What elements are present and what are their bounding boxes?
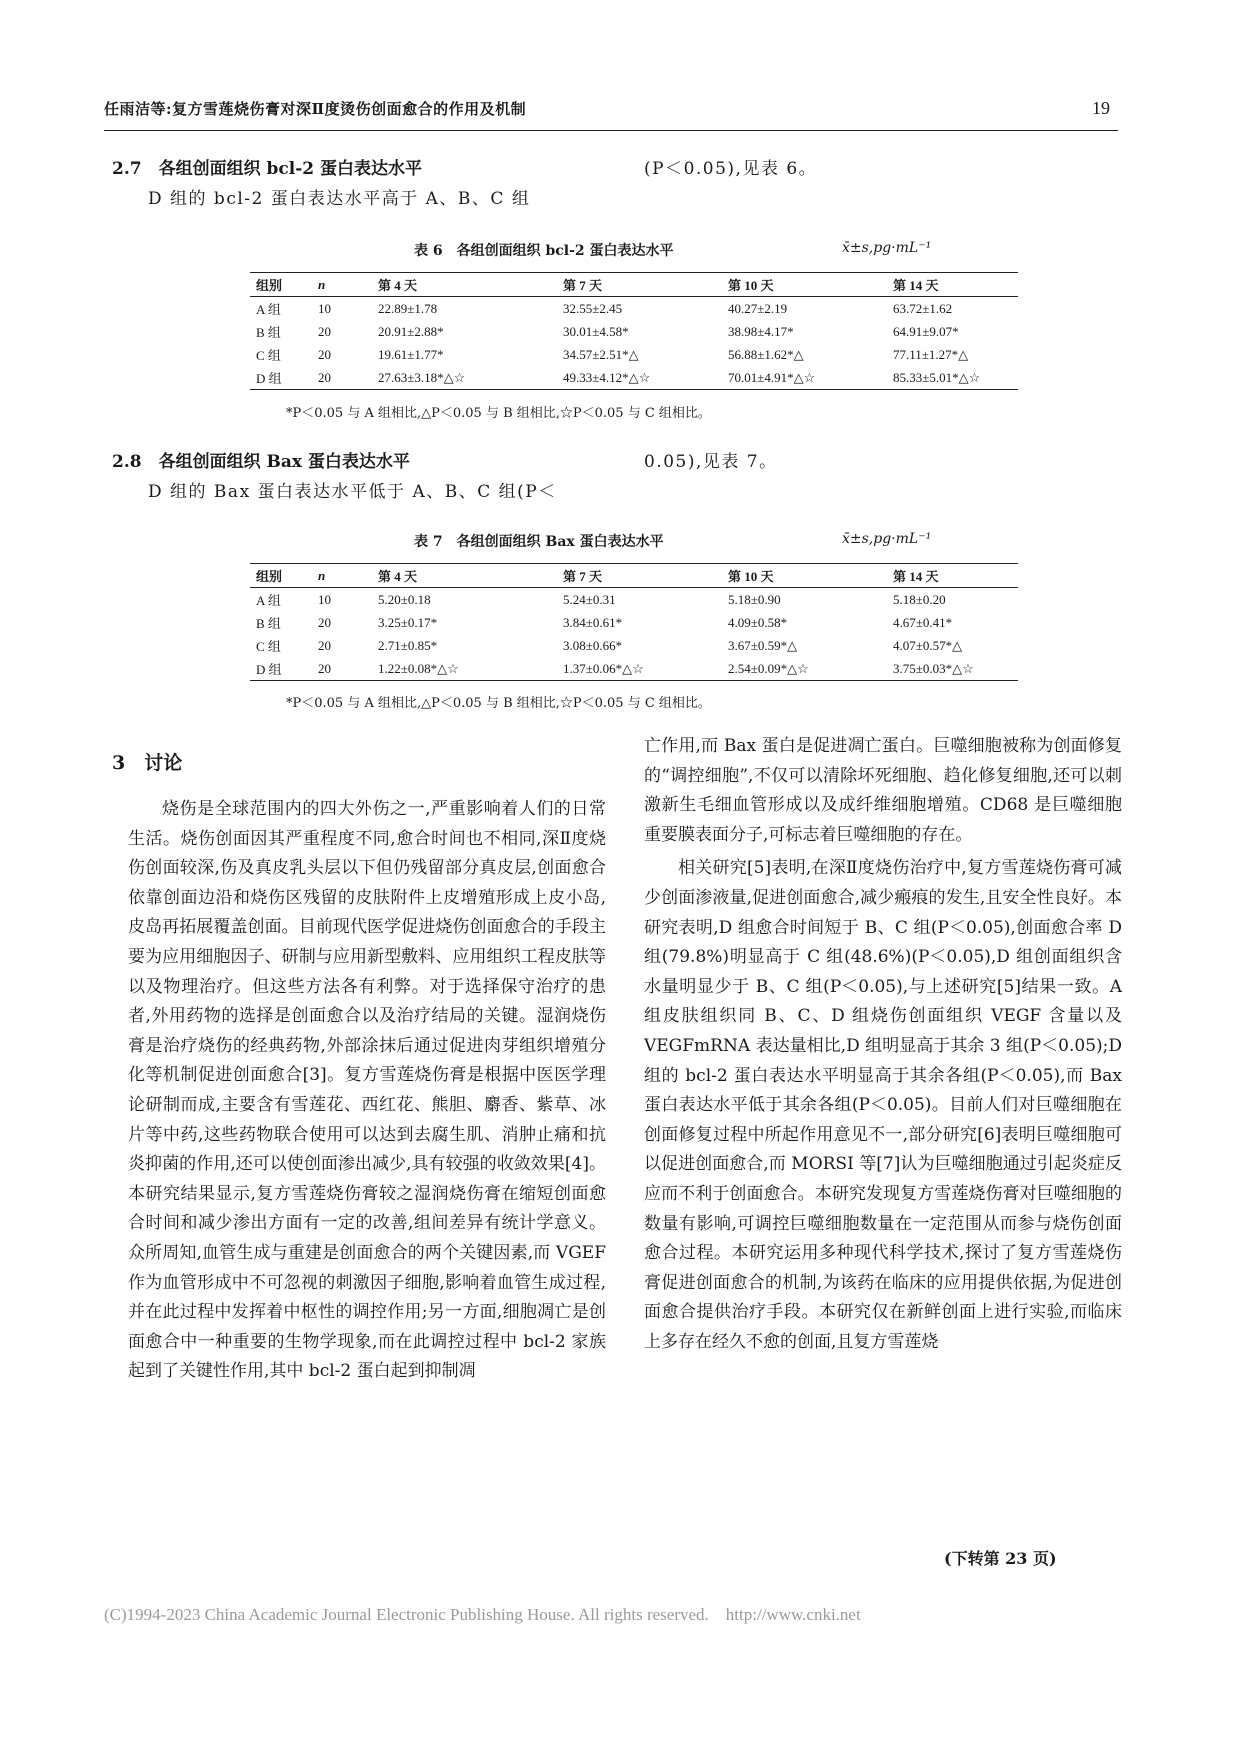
table-cell: D 组 (256, 662, 282, 677)
table-7-unit: x̄±s,pg·mL⁻¹ (842, 531, 932, 547)
discussion-paragraph-2: 亡作用,而 Bax 蛋白是促进凋亡蛋白。巨噬细胞被称为创面修复的“调控细胞”,不仅可以清除坏死细胞、趋化修复细胞,还可以刺激新生毛细血管形成以及成纤维细胞增殖。CD68 是巨噬细胞重要膜表面分子,可标志着巨噬细胞的存在。 (644, 736, 1122, 845)
table-cell: 77.11±1.27*△ (893, 346, 969, 362)
table-cell: D 组 (256, 371, 282, 386)
table-cell: 19.61±1.77* (378, 346, 444, 362)
column-header-group: 组别 (256, 278, 283, 293)
table-cell: 2.54±0.09*△☆ (728, 660, 809, 676)
table-cell: 3.08±0.66* (563, 637, 623, 653)
column-header-day14: 第 14 天 (893, 278, 939, 293)
table-cell: 1.22±0.08*△☆ (378, 660, 459, 676)
table-cell: 34.57±2.51*△ (563, 346, 639, 362)
table-cell: 63.72±1.62 (893, 300, 953, 316)
table-7-footnote: *P＜0.05 与 A 组相比,△P＜0.05 与 B 组相比,☆P＜0.05 与 C 组相比。 (286, 696, 711, 711)
table-cell: 38.98±4.17* (728, 323, 794, 339)
column-header-day10: 第 10 天 (728, 278, 774, 293)
table-cell: 20 (318, 346, 331, 362)
table-6-caption: 表 6 各组创面组织 bcl-2 蛋白表达水平 (414, 243, 674, 259)
table-cell: 5.24±0.31 (563, 591, 616, 607)
column-header-n: n (318, 567, 326, 583)
table-cell: 64.91±9.07* (893, 323, 959, 339)
table-cell: 85.33±5.01*△☆ (893, 369, 981, 385)
page-number: 19 (1092, 98, 1110, 118)
table-row (250, 657, 1018, 681)
table-cell: 2.71±0.85* (378, 637, 438, 653)
table-header-row (250, 564, 1018, 588)
table-cell: 3.25±0.17* (378, 614, 438, 630)
table-row (250, 634, 1018, 657)
column-header-day7: 第 7 天 (563, 278, 603, 293)
table-cell: 20 (318, 614, 331, 630)
table-cell: 20 (318, 660, 331, 676)
table-cell: A 组 (256, 593, 281, 608)
table-cell: 1.37±0.06*△☆ (563, 660, 644, 676)
table-6-footnote: *P＜0.05 与 A 组相比,△P＜0.05 与 B 组相比,☆P＜0.05 与 C 组相比。 (286, 406, 711, 421)
table-cell: 10 (318, 300, 331, 316)
column-header-day7: 第 7 天 (563, 569, 603, 584)
table-cell: 49.33±4.12*△☆ (563, 369, 651, 385)
table-cell: 30.01±4.58* (563, 323, 629, 339)
column-header-group: 组别 (256, 569, 283, 584)
table-cell: 3.75±0.03*△☆ (893, 660, 974, 676)
running-title: 任雨洁等:复方雪莲烧伤膏对深Ⅱ度烫伤创面愈合的作用及机制 (104, 100, 527, 118)
section-2-7-text-line1: D 组的 bcl-2 蛋白表达水平高于 A、B、C 组 (148, 189, 531, 209)
column-header-day4: 第 4 天 (378, 278, 418, 293)
table-cell: 20 (318, 637, 331, 653)
table-6-unit: x̄±s,pg·mL⁻¹ (842, 240, 932, 256)
section-2-8-text-line2: 0.05),见表 7。 (644, 452, 778, 472)
section-2-7-text-line2: (P＜0.05),见表 6。 (644, 159, 818, 179)
discussion-left-column (128, 795, 606, 1605)
table-cell: A 组 (256, 302, 281, 317)
table-cell: 32.55±2.45 (563, 300, 623, 316)
table-cell: 5.20±0.18 (378, 591, 431, 607)
section-2-8-text-line1: D 组的 Bax 蛋白表达水平低于 A、B、C 组(P＜ (148, 482, 557, 502)
table-cell: 70.01±4.91*△☆ (728, 369, 816, 385)
table-cell: 4.09±0.58* (728, 614, 788, 630)
table-cell: 3.67±0.59*△ (728, 637, 798, 653)
table-cell: C 组 (256, 348, 281, 363)
table-7-caption: 表 7 各组创面组织 Bax 蛋白表达水平 (414, 534, 664, 550)
table-cell: 5.18±0.90 (728, 591, 781, 607)
table-6 (250, 272, 1018, 390)
table-cell: 10 (318, 591, 331, 607)
table-7 (250, 563, 1018, 681)
continued-note: (下转第 23 页) (944, 1549, 1057, 1568)
table-cell: 4.07±0.57*△ (893, 637, 963, 653)
table-cell: C 组 (256, 639, 281, 654)
table-cell: 40.27±2.19 (728, 300, 788, 316)
column-header-day10: 第 10 天 (728, 569, 774, 584)
table-cell: 20.91±2.88* (378, 323, 444, 339)
table-row (250, 611, 1018, 634)
table-row (250, 320, 1018, 343)
table-cell: 3.84±0.61* (563, 614, 623, 630)
discussion-paragraph-1: 烧伤是全球范围内的四大外伤之一,严重影响着人们的日常生活。烧伤创面因其严重程度不同,愈合时间也不相同,深Ⅱ度烧伤创面较深,伤及真皮乳头层以下但仍残留部分真皮层,创面愈合依靠创面边沿和烧伤区残留的皮肤附件上皮增殖形成上皮小岛,皮岛再拓展覆盖创面。目前现代医学促进烧伤创面愈合的手段主要为应用细胞因子、研制与应用新型敷料、应用组织工程皮肤等以及物理治疗。但这些方法各有利弊。对于选择保守治疗的患者,外用药物的选择是创面愈合以及治疗结局的关键。湿润烧伤膏是治疗烧伤的经典药物,外部涂抹后通过促进肉芽组织增殖分化等机制促进创面愈合[3]。复方雪莲烧伤膏是根据中医医学理论研制而成,主要含有雪莲花、西红花、熊胆、麝香、紫草、冰片等中药,这些药物联合使用可以达到去腐生肌、消肿止痛和抗炎抑菌的作用,还可以使创面渗出减少,具有较强的收敛效果[4]。本研究结果显示,复方雪莲烧伤膏较之湿润烧伤膏在缩短创面愈合时间和减少渗出方面有一定的改善,组间差异有统计学意义。众所周知,血管生成与重建是创面愈合的两个关键因素,而 VGEF 作为血管形成中不可忽视的刺激因子细胞,影响着血管生成过程,并在此过程中发挥着中枢性的调控作用;另一方面,细胞凋亡是创面愈合中一种重要的生物学现象,而在此调控过程中 bcl-2 家族起到了关键性作用,其中 bcl-2 蛋白起到抑制凋 (128, 799, 606, 1382)
table-cell: 4.67±0.41* (893, 614, 953, 630)
discussion-paragraph-3: 相关研究[5]表明,在深Ⅱ度烧伤治疗中,复方雪莲烧伤膏可减少创面渗液量,促进创面愈合,减少瘢痕的发生,且安全性良好。本研究表明,D 组愈合时间短于 B、C 组(P＜0.05),创面愈合率 D 组(79.8%)明显高于 C 组(48.6%)(P＜0.05),D 组创面组织含水量明显少于 B、C 组(P＜0.05),与上述研究[5]结果一致。A 组皮肤组织同 B、C、D 组烧伤创面组织 VEGF 含量以及 VEGFmRNA 表达量相比,D 组明显高于其余 3 组(P＜0.05);D 组的 bcl-2 蛋白表达水平明显高于其余各组(P＜0.05),而 Bax 蛋白表达水平低于其余各组(P＜0.05)。目前人们对巨噬细胞在创面修复过程中所起作用意见不一,部分研究[6]表明巨噬细胞可以促进创面愈合,而 MORSI 等[7]认为巨噬细胞通过引起炎症反应而不利于创面愈合。本研究发现复方雪莲烧伤膏对巨噬细胞的数量有影响,可调控巨噬细胞数量在一定范围从而参与烧伤创面愈合过程。本研究运用多种现代科学技术,探讨了复方雪莲烧伤膏促进创面愈合的机制,为该药在临床的应用提供依据,为促进创面愈合提供治疗手段。本研究仅在新鲜创面上进行实验,而临床上多存在经久不愈的创面,且复方雪莲烧 (644, 858, 1122, 1352)
column-header-day4: 第 4 天 (378, 569, 418, 584)
table-row (250, 366, 1018, 390)
copyright-footer: (C)1994-2023 China Academic Journal Electronic Publishing House. All rights reserved. http://www.cnki.net (104, 1605, 861, 1624)
column-header-day14: 第 14 天 (893, 569, 939, 584)
discussion-heading: 3 讨论 (112, 752, 183, 774)
table-row (250, 297, 1018, 321)
table-row (250, 588, 1018, 612)
table-cell: B 组 (256, 325, 281, 340)
table-cell: 20 (318, 369, 331, 385)
section-2-7-heading: 2.7 各组创面组织 bcl-2 蛋白表达水平 (112, 159, 422, 179)
header-rule (104, 130, 1118, 131)
table-cell: 27.63±3.18*△☆ (378, 369, 466, 385)
table-header-row (250, 273, 1018, 297)
table-cell: 22.89±1.78 (378, 300, 438, 316)
table-row (250, 343, 1018, 366)
column-header-n: n (318, 276, 326, 292)
table-cell: B 组 (256, 616, 281, 631)
table-cell: 56.88±1.62*△ (728, 346, 804, 362)
table-cell: 5.18±0.20 (893, 591, 946, 607)
section-2-8-heading: 2.8 各组创面组织 Bax 蛋白表达水平 (112, 452, 410, 472)
discussion-right-column (644, 732, 1122, 1537)
table-cell: 20 (318, 323, 331, 339)
